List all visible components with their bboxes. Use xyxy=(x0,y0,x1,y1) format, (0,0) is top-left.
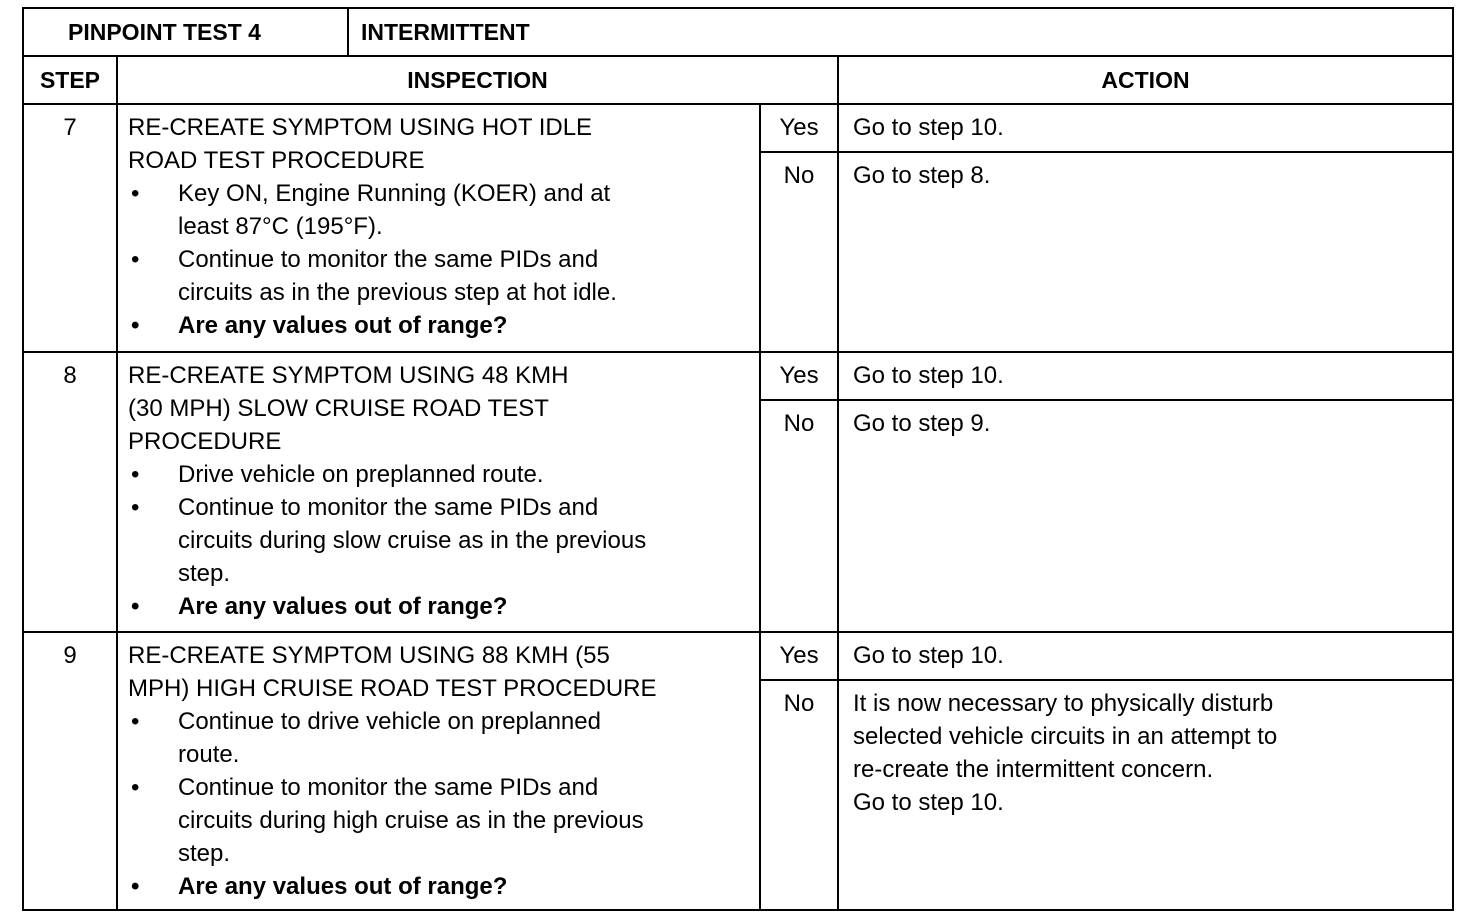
yes-label: Yes xyxy=(760,352,838,400)
inspection-question: • Are any values out of range? xyxy=(128,309,749,342)
pinpoint-test-sheet xyxy=(22,7,1454,911)
yes-label: Yes xyxy=(760,104,838,152)
pinpoint-test-table xyxy=(22,7,1454,911)
inspection-bullet xyxy=(128,705,749,771)
test-name: PINPOINT TEST 4 xyxy=(23,8,348,56)
yes-action: Go to step 10. xyxy=(838,104,1453,152)
inspection-title-line: RE-CREATE SYMPTOM USING HOT IDLE xyxy=(128,114,593,141)
inspection-bullet xyxy=(128,491,749,590)
inspection-title-line: (30 MPH) SLOW CRUISE ROAD TEST xyxy=(128,395,549,422)
inspection-bullet-line: step. xyxy=(178,560,231,587)
inspection-title-line: PROCEDURE xyxy=(128,428,282,455)
yes-action: Go to step 10. xyxy=(838,632,1453,680)
inspection-question: • Are any values out of range? xyxy=(128,870,749,903)
no-action-line: re-create the intermittent concern. xyxy=(853,756,1214,783)
no-action-line: It is now necessary to physically disturb xyxy=(853,690,1274,717)
no-label: No xyxy=(760,152,838,352)
no-label: No xyxy=(760,400,838,632)
no-action-line: Go to step 10. xyxy=(853,789,1004,816)
step-number: 7 xyxy=(23,104,117,352)
inspection-bullet-line: • Continue to monitor the same PIDs and xyxy=(178,246,599,273)
step-row xyxy=(23,104,1453,152)
no-label: No xyxy=(760,680,838,910)
inspection-bullet-line: step. xyxy=(178,840,231,867)
inspection-bullet-line: • Key ON, Engine Running (KOER) and at xyxy=(178,180,611,207)
inspection-bullet-line: • Continue to monitor the same PIDs and xyxy=(178,494,599,521)
step-number: 9 xyxy=(23,632,117,910)
inspection-bullet-line: circuits as in the previous step at hot idle. xyxy=(178,279,617,306)
inspection-title-line: ROAD TEST PROCEDURE xyxy=(128,147,425,174)
inspection-title-line: RE-CREATE SYMPTOM USING 48 KMH xyxy=(128,362,569,389)
no-action-line: selected vehicle circuits in an attempt to xyxy=(853,723,1278,750)
column-header-step: STEP xyxy=(23,56,117,104)
inspection-bullet-line: least 87°C (195°F). xyxy=(178,213,383,240)
yes-action: Go to step 10. xyxy=(838,352,1453,400)
inspection-bullet-line: • Continue to drive vehicle on preplanned xyxy=(178,708,601,735)
test-header-row xyxy=(23,8,1453,56)
step-number: 8 xyxy=(23,352,117,632)
inspection-bullet xyxy=(128,243,749,309)
inspection-title-line: RE-CREATE SYMPTOM USING 88 KMH (55 xyxy=(128,642,610,669)
inspection-title-line: MPH) HIGH CRUISE ROAD TEST PROCEDURE xyxy=(128,675,657,702)
column-header-action: ACTION xyxy=(838,56,1453,104)
inspection-cell xyxy=(117,352,760,632)
no-action xyxy=(838,680,1453,910)
no-action xyxy=(838,400,1453,632)
inspection-bullet xyxy=(128,177,749,243)
column-header-row xyxy=(23,56,1453,104)
inspection-bullet-line: circuits during slow cruise as in the previous xyxy=(178,527,647,554)
inspection-bullet-line: • Continue to monitor the same PIDs and xyxy=(178,774,599,801)
inspection-question: • Are any values out of range? xyxy=(128,590,749,623)
step-row xyxy=(23,632,1453,680)
inspection-bullet-line: • Drive vehicle on preplanned route. xyxy=(178,461,544,488)
inspection-bullet-line: circuits during high cruise as in the previous xyxy=(178,807,644,834)
inspection-bullet xyxy=(128,771,749,870)
test-title: INTERMITTENT xyxy=(348,8,1453,56)
no-action-line: Go to step 8. xyxy=(853,162,991,189)
inspection-bullet xyxy=(128,458,749,491)
yes-label: Yes xyxy=(760,632,838,680)
no-action xyxy=(838,152,1453,352)
inspection-bullet-line: route. xyxy=(178,741,240,768)
no-action-line: Go to step 9. xyxy=(853,410,991,437)
column-header-inspection: INSPECTION xyxy=(117,56,838,104)
inspection-cell xyxy=(117,632,760,910)
step-row xyxy=(23,352,1453,400)
inspection-cell xyxy=(117,104,760,352)
